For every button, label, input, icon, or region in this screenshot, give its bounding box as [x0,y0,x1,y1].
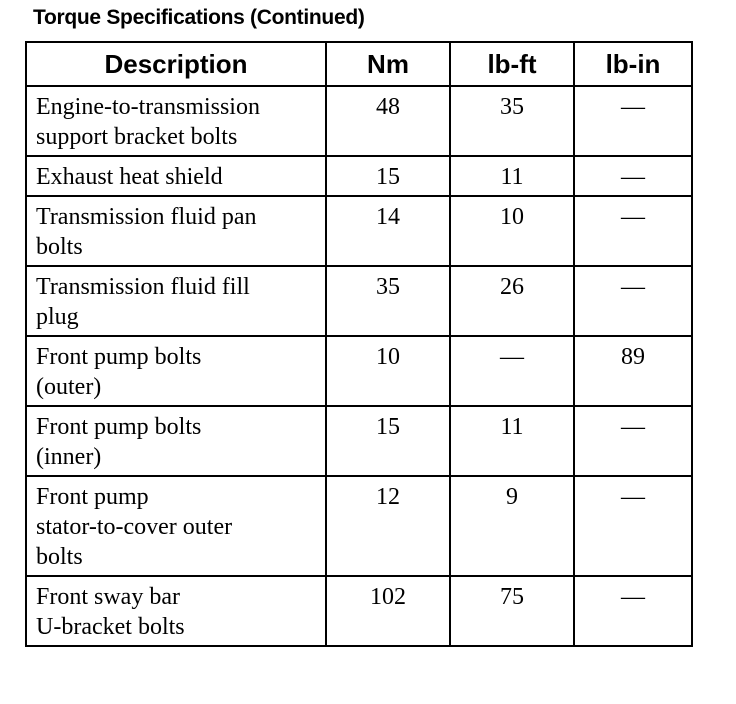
nm-cell: 10 [326,336,450,406]
table-row [26,86,692,156]
description-cell: Front pump stator-to-cover outer bolts [26,476,326,576]
lb-in-cell: 89 [574,336,692,406]
column-header-description: Description [26,42,326,86]
nm-cell: 102 [326,576,450,646]
lb-ft-cell: 35 [450,86,574,156]
table-row [26,266,692,336]
lb-in-cell: — [574,576,692,646]
description-cell: Transmission fluid fill plug [26,266,326,336]
table-row [26,336,692,406]
description-cell: Engine-to-transmission support bracket bolts [26,86,326,156]
column-header-lb-in: lb-in [574,42,692,86]
table-title: Torque Specifications (Continued) [33,6,365,29]
lb-in-cell: — [574,86,692,156]
column-header-nm: Nm [326,42,450,86]
lb-ft-cell: 75 [450,576,574,646]
description-cell: Front sway bar U-bracket bolts [26,576,326,646]
header-row [26,42,692,86]
nm-cell: 15 [326,406,450,476]
lb-in-cell: — [574,406,692,476]
lb-ft-cell: 26 [450,266,574,336]
description-cell: Front pump bolts (inner) [26,406,326,476]
nm-cell: 14 [326,196,450,266]
table-row [26,476,692,576]
lb-ft-cell: — [450,336,574,406]
nm-cell: 12 [326,476,450,576]
description-cell: Exhaust heat shield [26,156,326,196]
column-header-lb-ft: lb-ft [450,42,574,86]
torque-spec-table [25,41,693,647]
table-row [26,406,692,476]
lb-ft-cell: 11 [450,406,574,476]
table-header [26,42,692,86]
table-row [26,156,692,196]
nm-cell: 15 [326,156,450,196]
lb-in-cell: — [574,266,692,336]
table-row [26,576,692,646]
description-cell: Front pump bolts (outer) [26,336,326,406]
lb-ft-cell: 11 [450,156,574,196]
nm-cell: 35 [326,266,450,336]
lb-in-cell: — [574,156,692,196]
description-cell: Transmission fluid pan bolts [26,196,326,266]
nm-cell: 48 [326,86,450,156]
lb-in-cell: — [574,196,692,266]
lb-ft-cell: 10 [450,196,574,266]
lb-in-cell: — [574,476,692,576]
lb-ft-cell: 9 [450,476,574,576]
table-row [26,196,692,266]
table-body [26,86,692,646]
